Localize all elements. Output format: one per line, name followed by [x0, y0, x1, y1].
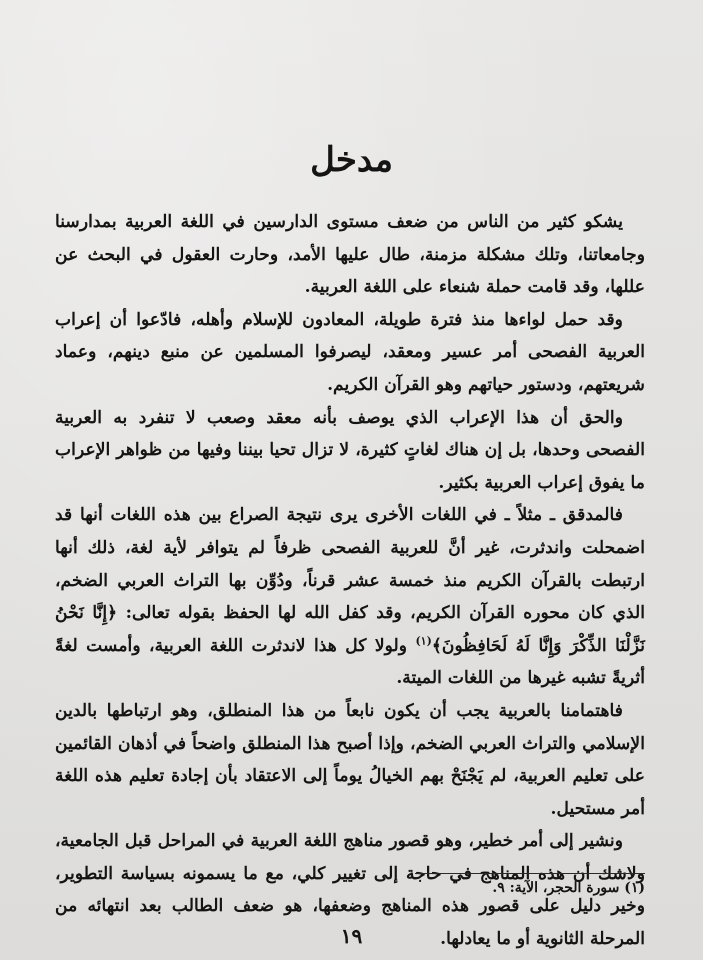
- paragraph-3: والحق أن هذا الإعراب الذي يوصف بأنه معقد وصعب لا تنفرد به العربية الفصحى وحدها، بل إن هناك لغاتٍ كثيرة، لا تزال تحيا بيننا وفيها من ظواهر الإعراب ما يفوق إعراب العربية بكثير.: [55, 407, 645, 493]
- body-text: [55, 206, 645, 956]
- footnote: (١) سورة الحجر، الآية: ٩.: [492, 880, 645, 896]
- footnote-divider: [415, 873, 645, 874]
- paragraph-5: فاهتمامنا بالعربية يجب أن يكون نابعاً من هذا المنطلق، وهو ارتباطها بالدين الإسلامي والتراث العربي الضخم، وإذا أصبح هذا المنطلق واضحاً في أذهان القائمين على تعليم العربية، لم يَجْنَحْ بهم الخيالُ يوماً إلى الاعتقاد بأن إجادة تعليم هذه اللغة أمر مستحيل.: [55, 700, 645, 819]
- quran-verse: ﴿إِنَّا نَحْنُ نَزَّلْنَا الذِّكْرَ وَإِنَّا لَهُ لَحَافِظُونَ﴾: [55, 603, 646, 656]
- page-title: مدخل: [310, 140, 393, 180]
- paragraph-1: يشكو كثير من الناس من ضعف مستوى الدارسين في اللغة العربية بمدارسنا وجامعاتنا، وتلك مشكلة مزمنة، طال عليها الأمد، وحارت العقول في البحث عن عللها، وقد قامت حملة شنعاء على اللغة العربية.: [55, 212, 645, 298]
- paragraph-6: ونشير إلى أمر خطير، وهو قصور مناهج اللغة العربية في المراحل قبل الجامعية، ولاشك أن هذه المناهج في حاجة إلى تغيير كلي، مع ما يسمونه بسياسة التطوير، وخير دليل على قصور هذه المناهج وضعفها، هو ضعف الطالب بعد انتهائه من المرحلة الثانوية أو ما يعادلها.: [55, 831, 645, 950]
- paragraph-4-continuation: ولولا كل هذا لاندثرت اللغة العربية، وأمست لغةً أثريةً تشبه غيرها من اللغات الميتة.: [55, 635, 645, 689]
- footnote-reference: (١): [415, 633, 432, 647]
- page-number: ١٩: [340, 924, 363, 948]
- paragraph-2: وقد حمل لواءها منذ فترة طويلة، المعادون للإسلام وأهله، فادّعوا أن إعراب العربية الفصحى أمر عسير ومعقد، ليصرفوا المسلمين عن منبع دينهم، وعماد شريعتهم، ودستور حياتهم وهو القرآن الكريم.: [55, 309, 645, 395]
- paragraph-4: [55, 499, 645, 695]
- paragraph-4-text: فالمدقق ـ مثلاً ـ في اللغات الأخرى يرى نتيجة الصراع بين هذه اللغات أنها قد اضمحلت واندثرت، غير أنَّ للعربية الفصحى ظرفاً لم يتوافر لأية لغة، ذلك أنها ارتبطت بالقرآن الكريم منذ خمسة عشر قرناً، ودُوِّن بها التراث العربي الضخم، الذي كان محوره القرآن الكريم، وقد كفل الله لها الحفظ بقوله تعالى:: [55, 505, 646, 624]
